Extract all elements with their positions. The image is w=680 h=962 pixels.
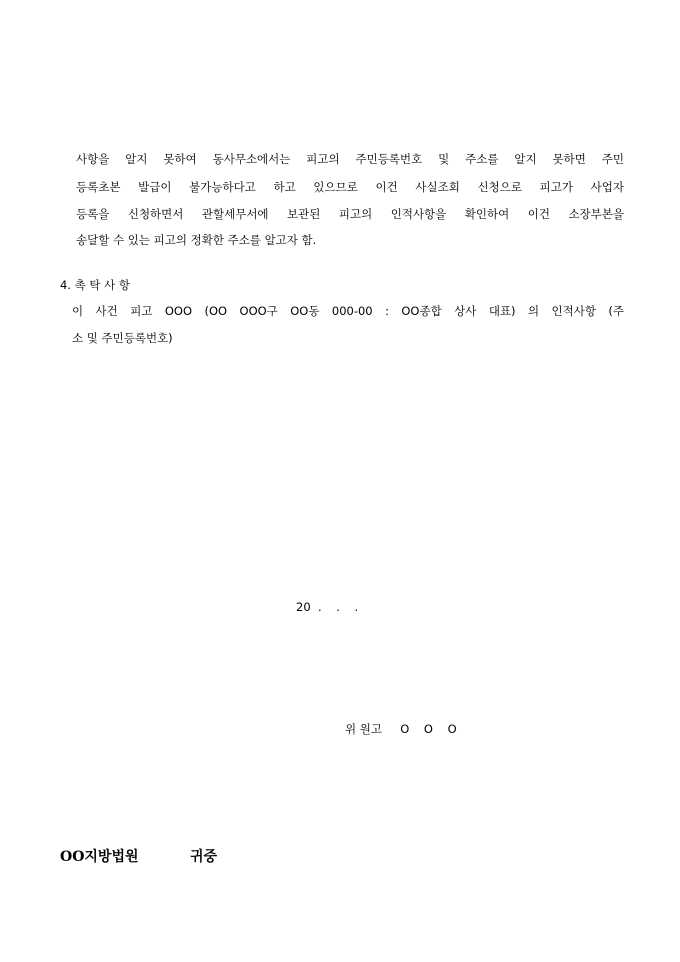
- addressee-suffix: 귀중: [190, 849, 218, 865]
- date-line: 20 . . .: [296, 600, 359, 614]
- paragraph-line-1: 사항을 알지 못하여 동사무소에서는 피고의 주민등록번호 및 주소를 알지 못하면 주민: [76, 152, 624, 166]
- section-line-1: 이 사건 피고 OOO (OO OOO구 OO동 000-00 : OO종합 상사 대표) 의 인적사항 (주: [72, 304, 624, 318]
- court-name: OO지방법원: [60, 849, 139, 865]
- signature-line: 위 원고 O O O: [345, 722, 457, 736]
- paragraph-line-3: 등록을 신청하면서 관할세무서에 보관된 피고의 인적사항을 확인하여 이건 소장부본을: [76, 207, 624, 221]
- paragraph-line-2: 등록초본 발급이 불가능하다고 하고 있으므로 이건 사실조회 신청으로 피고가 사업자: [76, 180, 624, 194]
- addressee-line: [60, 848, 217, 866]
- section-heading: 4. 촉 탁 사 항: [60, 278, 131, 292]
- paragraph-line-4: 송달할 수 있는 피고의 정확한 주소를 알고자 함.: [76, 233, 317, 247]
- section-line-2: 소 및 주민등록번호): [72, 331, 173, 345]
